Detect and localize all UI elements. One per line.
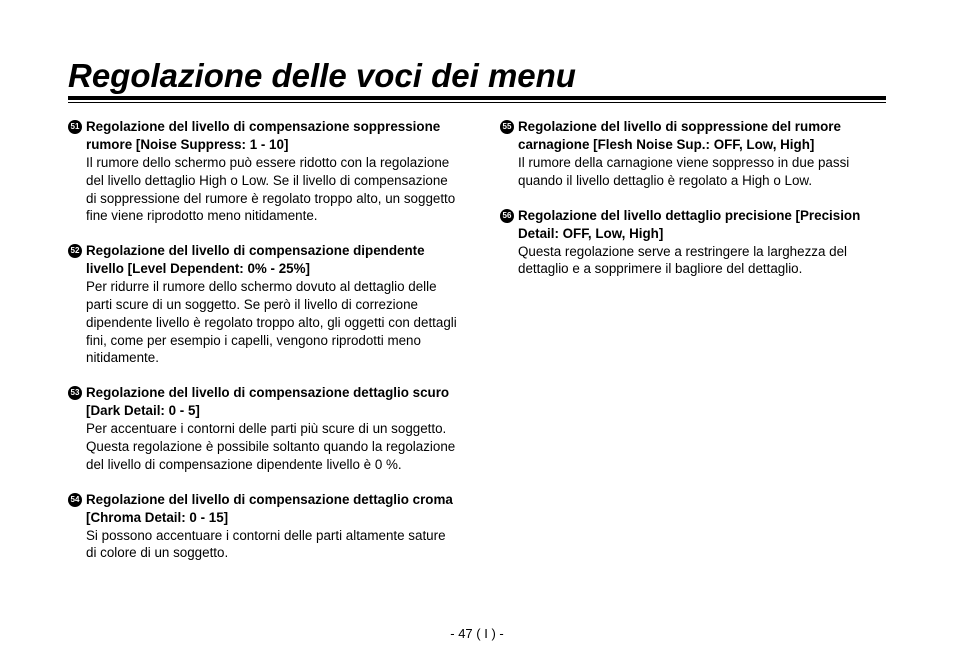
section-number-marker: 51 (68, 120, 82, 134)
section-heading: Regolazione del livello dettaglio precisione [Precision Detail: OFF, Low, High] (518, 207, 861, 241)
title-rule-thin (68, 102, 886, 103)
section-flesh-noise-sup (500, 118, 890, 190)
section-dark-detail (68, 384, 458, 473)
section-body: Per ridurre il rumore dello schermo dovuto al dettaglio delle parti scure di un soggetto. Se però il livello di correzione dipendente livello è regolato troppo alto, gli oggetti con dettagli fini, come per esempio i capelli, vengono riprodotti meno nitidamente. (86, 279, 457, 366)
section-heading: Regolazione del livello di soppressione del rumore carnagione [Flesh Noise Sup.: OFF, Low, High] (518, 119, 841, 152)
section-heading: Regolazione del livello di compensazione dettaglio scuro [Dark Detail: 0 - 5] (86, 385, 450, 419)
section-body: Il rumore della carnagione viene soppresso in due passi quando il livello dettaglio è regolato a High o Low. (518, 155, 850, 188)
section-number-marker: 53 (68, 386, 82, 400)
right-column (500, 118, 890, 295)
page-title: Regolazione delle voci dei menu (68, 57, 576, 94)
section-body: Per accentuare i contorni delle parti più scure di un soggetto. Questa regolazione è possibile soltanto quando la regolazione del livello di compensazione dipendente livello è 0 %. (86, 421, 456, 472)
section-heading: Regolazione del livello di compensazione soppressione rumore [Noise Suppress: 1 - 10] (86, 119, 441, 152)
section-heading: Regolazione del livello di compensazione dettaglio croma [Chroma Detail: 0 - 15] (86, 491, 453, 525)
section-number-marker: 52 (68, 244, 82, 258)
section-chroma-detail (68, 491, 458, 563)
page-number: - 47 ( I ) - (450, 626, 504, 641)
section-precision-detail (500, 207, 890, 279)
section-number-marker: 56 (500, 209, 514, 223)
section-body: Questa regolazione serve a restringere la larghezza del dettaglio e a sopprimere il bagliore del dettaglio. (518, 243, 847, 277)
section-number-marker: 54 (68, 493, 82, 507)
section-body: Si possono accentuare i contorni delle parti altamente sature di colore di un soggetto. (86, 527, 446, 561)
section-noise-suppress (68, 118, 458, 225)
title-rule-thick (68, 96, 886, 100)
left-column (68, 118, 458, 579)
section-level-dependent (68, 242, 458, 367)
section-heading: Regolazione del livello di compensazione dipendente livello [Level Dependent: 0% - 25%] (86, 243, 425, 277)
section-body: Il rumore dello schermo può essere ridotto con la regolazione del livello dettaglio High o Low. Se il livello di compensazione di soppressione del rumore è regolato troppo alto, un soggetto fine viene riprodotto meno nitidamente. (86, 155, 456, 224)
section-number-marker: 55 (500, 120, 514, 134)
